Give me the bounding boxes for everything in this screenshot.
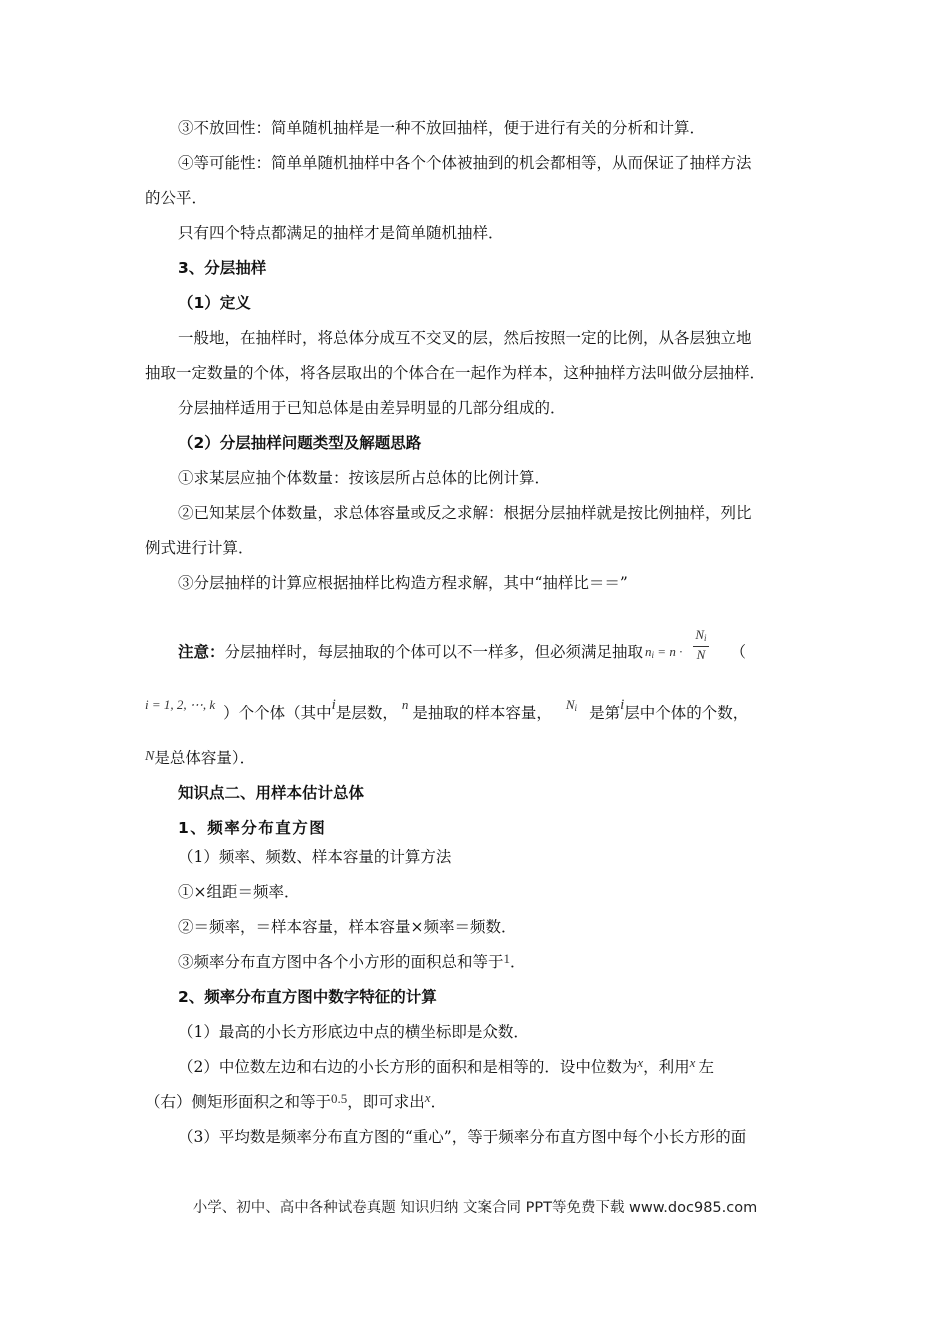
section-heading: 知识点二、用样本估计总体 [178,784,365,802]
paragraph-line: ③频率分布直方图中各个小方形的面积总和等于$^1$． [178,951,526,971]
paragraph-line: N是总体容量）． [145,749,256,767]
paragraph-line: ④等可能性：简单单随机抽样中各个个体被抽到的机会都相等，从而保证了抽样方法 [178,154,752,172]
note-line [178,627,747,671]
open-paren: （ [730,643,747,661]
index-range: i = 1, 2, ⋯, k [145,697,216,712]
subsection-heading: （2）分层抽样问题类型及解题思路 [178,434,422,452]
paragraph-line: 例式进行计算． [145,539,254,557]
paragraph-line: ③分层抽样的计算应根据抽样比构造方程求解，其中“抽样比＝＝” [178,574,628,592]
fraction: $\frac{N_i}{N}$ [695,627,707,662]
paragraph-line: 只有四个特点都满足的抽样才是简单随机抽样． [178,224,504,242]
paragraph-line: 抽取一定数量的个体，将各层取出的个体合在一起作为样本，这种抽样方法叫做分层抽样． [145,364,766,382]
paragraph-line: 的公平． [145,189,208,207]
paragraph-line: ②＝频率，＝样本容量，样本容量×频率＝频数． [178,918,517,936]
paragraph-line: $^{i = 1, 2, \cdots, k}$ ）个个体（其中i是层数， $^n$ 是抽取的样本容量， $^{N_i}$ 是第i层中个体的个数， [145,697,749,722]
paragraph-line: （1）频率、频数、样本容量的计算方法 [178,848,452,866]
formula-ni: $n_i = n$ · [645,643,683,660]
paragraph-line: ③不放回性：简单随机抽样是一种不放回抽样，便于进行有关的分析和计算． [178,119,706,137]
paragraph-line: ①×组距＝频率． [178,883,300,901]
section-heading: 3、分层抽样 [178,259,267,277]
paragraph-line: （1）最高的小长方形底边中点的横坐标即是众数． [178,1023,529,1041]
section-heading: 2、频率分布直方图中数字特征的计算 [178,988,437,1006]
paragraph-line: （右）侧矩形面积之和等于$^{0.5}$，即可求出$^x$． [145,1090,447,1111]
paragraph-line: ①求某层应抽个体数量：按该层所占总体的比例计算． [178,469,551,487]
paragraph-line: ②已知某层个体数量，求总体容量或反之求解：根据分层抽样就是按比例抽样，列比 [178,504,752,522]
note-label: 注意： [178,643,225,661]
subsection-heading: （1）定义 [178,294,251,312]
paragraph-line: （2）中位数左边和右边的小长方形的面积和是相等的．设中位数为$^x$，利用$^x$ 左 [178,1055,714,1076]
paragraph-line: 一般地，在抽样时，将总体分成互不交叉的层，然后按照一定的比例，从各层独立地 [178,329,752,347]
note-text: 分层抽样时，每层抽取的个体可以不一样多，但必须满足抽取 [224,643,644,661]
page-footer: 小学、初中、高中各种试卷真题 知识归纳 文案合同 PPT等免费下载 www.doc985.com [192,1200,758,1216]
paragraph-line: （3）平均数是频率分布直方图的“重心”，等于频率分布直方图中每个小长方形的面 [178,1128,747,1146]
section-heading: 1、频率分布直方图 [178,819,327,837]
paragraph-line: 分层抽样适用于已知总体是由差异明显的几部分组成的． [178,399,566,417]
